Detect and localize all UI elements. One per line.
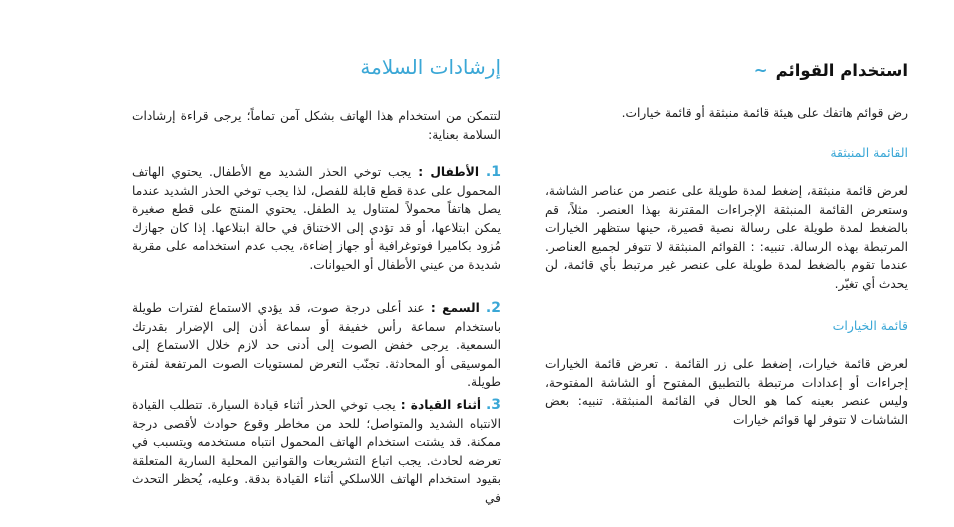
menus-heading-text: استخدام القوائم: [775, 61, 908, 80]
item-text: عند أعلى درجة صوت، قد يؤدي الاستماع لفترات طويلة باستخدام سماعة رأس خفيفة أو سماعة أذن إلى الإضرار بقدرتك السمعية. يرجى خفض الصوت إلى أدنى حد لازم خلال الاستماع إلى الموسيقى أو المحادثة. تجنّب التعرض لمستويات الصوت المرتفعة لفترة طويلة.: [132, 301, 501, 389]
item-text: يجب توخي الحذر الشديد مع الأطفال. يحتوي الهاتف المحمول على عدة قطع قابلة للفصل، لذا يجب توخي الحذر الشديد عندما يصل هاتفاً محمولاً لمتناول يد الطفل. يحتوي المنتج على قطع صغيرة يمكن ابتلاعها، أو قد تؤدي إلى الاختناق في حالة ابتلاعها. إذا كان جهازك مُزود بكاميرا فوتوغرافية أو جهاز إضاءة، يجب عدم استخدامه على مقربة شديدة من عيني الأطفال أو الحيوانات.: [132, 165, 501, 272]
options-menu-title: قائمة الخيارات: [832, 318, 908, 333]
popup-menu-title: القائمة المنبثقة: [830, 145, 908, 160]
popup-menu-text: لعرض قائمة منبثقة، إضغط لمدة طويلة على عنصر من عناصر الشاشة، وستعرض القائمة المنبثقة الإجراءات المقترنة بهذا العنصر. مثلاً، قم بالضغط لمدة طويلة على رسالة نصية قصيرة، حينها ستظهر الخيارات المرتبطة بهذه الرسالة. تنبيه: : القوائم المنبثقة لا تتوفر لجميع العناصر. عندما تقوم بالضغط لمدة طويلة على عنصر غير مرتبط بأي قائمة، لن يحدث أي تغيّر.: [545, 184, 908, 291]
item-title: أثناء القيادة :: [400, 398, 482, 412]
safety-item-driving: [132, 396, 501, 507]
item-number: 1.: [485, 164, 501, 180]
menus-intro: رض قوائم هاتفك على هيئة قائمة منبثقة أو قائمة خيارات.: [621, 106, 908, 120]
safety-item-children: [132, 163, 501, 274]
options-menu-text: لعرض قائمة خيارات، إضغط على زر القائمة . تعرض قائمة الخيارات إجراءات أو إعدادات مرتبطة بالتطبيق المفتوح أو الشاشة المفتوحة، وليس عنصر بعينه كما هو الحال في القائمة المنبثقة. تنبيه: بعض الشاشات لا تتوفر لها قوائم خيارات: [545, 357, 908, 427]
item-number: 3.: [485, 397, 502, 413]
item-title: الأطفال :: [418, 165, 479, 179]
menus-heading: [754, 62, 908, 81]
item-text: يجب توخي الحذر أثناء قيادة السيارة. تتطلب القيادة الانتباه الشديد والمتواصل؛ للحد من مخاطر وقوع حوادث لأقصى درجة ممكنة. قد يشتت استخدام الهاتف المحمول انتباه مستخدمه ويتسبب في تعرضه لحادث. يجب اتباع التشريعات والقوانين المحلية السارية المتعلقة بقيود استخدام الهاتف اللاسلكي أثناء القيادة بدقة. وعليه، يُحظر التحدث في: [132, 398, 501, 505]
safety-item-hearing: [132, 299, 501, 392]
tilde-icon: ~: [753, 61, 768, 80]
item-title: السمع :: [430, 301, 480, 315]
safety-intro: لتتمكن من استخدام هذا الهاتف بشكل آمن تماماً؛ يرجى قراءة إرشادات السلامة بعناية:: [132, 109, 501, 142]
item-number: 2.: [485, 300, 501, 316]
safety-heading: إرشادات السلامة: [360, 55, 501, 79]
